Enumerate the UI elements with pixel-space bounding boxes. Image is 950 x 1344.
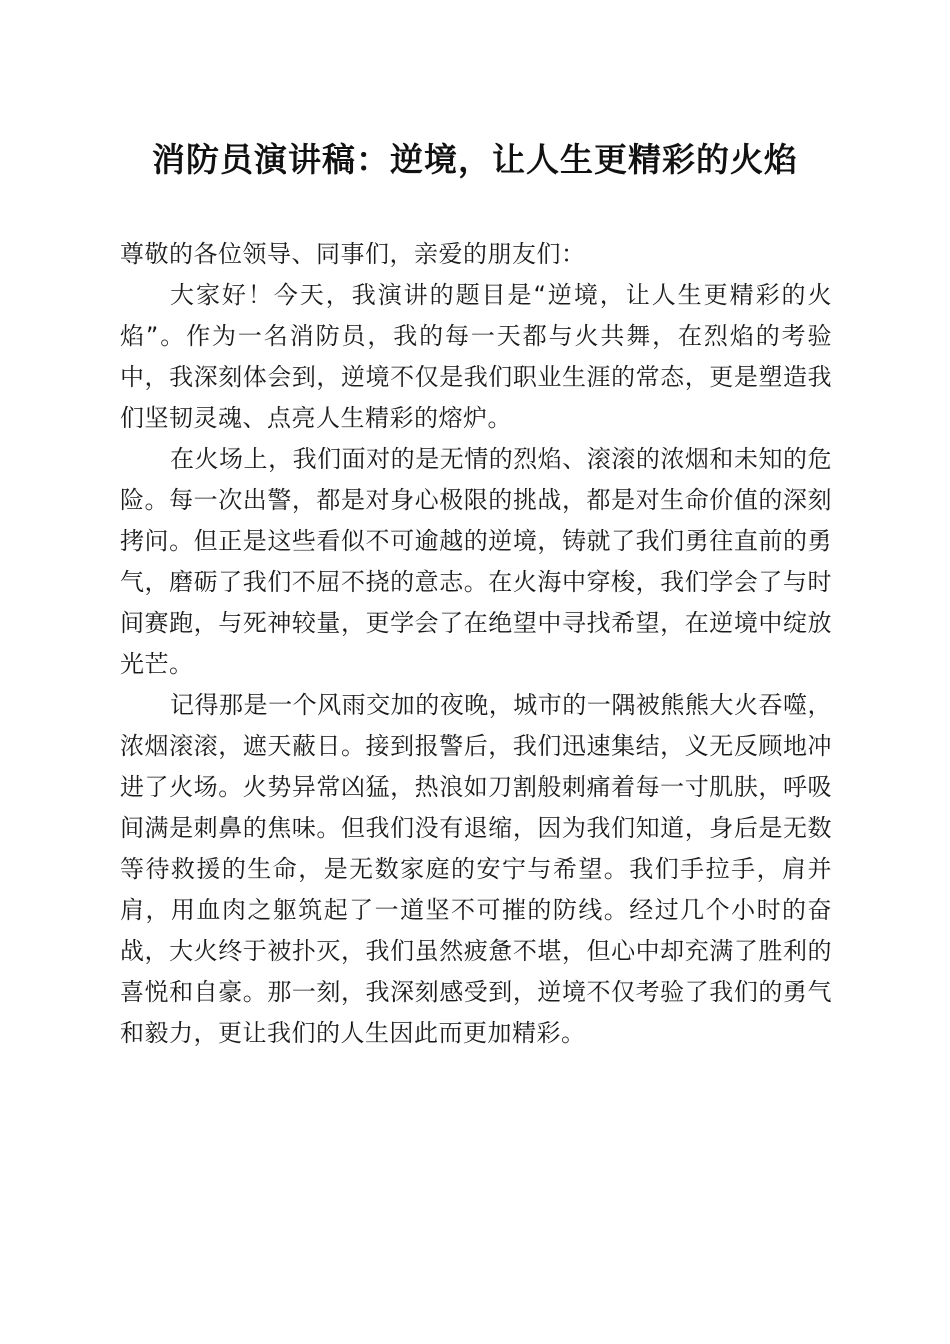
document-body: [120, 234, 832, 1054]
salutation: 尊敬的各位领导、同事们，亲爱的朋友们：: [120, 240, 586, 268]
document-title: 消防员演讲稿：逆境，让人生更精彩的火焰: [152, 140, 798, 179]
paragraph-3: 记得那是一个风雨交加的夜晚，城市的一隅被熊熊大火吞噬，浓烟滚滚，遮天蔽日。接到报警后，我们迅速集结，义无反顾地冲进了火场。火势异常凶猛，热浪如刀割般刺痛着每一寸肌肤，呼吸间满是刺鼻的焦味。但我们没有退缩，因为我们知道，身后是无数等待救援的生命，是无数家庭的安宁与希望。我们手拉手，肩并肩，用血肉之躯筑起了一道坚不可摧的防线。经过几个小时的奋战，大火终于被扑灭，我们虽然疲惫不堪，但心中却充满了胜利的喜悦和自豪。那一刻，我深刻感受到，逆境不仅考验了我们的勇气和毅力，更让我们的人生因此而更加精彩。: [120, 691, 832, 1047]
paragraph-1: 大家好！今天，我演讲的题目是“逆境，让人生更精彩的火焰”。作为一名消防员，我的每一天都与火共舞，在烈焰的考验中，我深刻体会到，逆境不仅是我们职业生涯的常态，更是塑造我们坚韧灵魂、点亮人生精彩的熔炉。: [120, 281, 832, 432]
paragraph-2: 在火场上，我们面对的是无情的烈焰、滚滚的浓烟和未知的危险。每一次出警，都是对身心极限的挑战，都是对生命价值的深刻拷问。但正是这些看似不可逾越的逆境，铸就了我们勇往直前的勇气，磨砺了我们不屈不挠的意志。在火海中穿梭，我们学会了与时间赛跑，与死神较量，更学会了在绝望中寻找希望，在逆境中绽放光芒。: [120, 445, 832, 678]
